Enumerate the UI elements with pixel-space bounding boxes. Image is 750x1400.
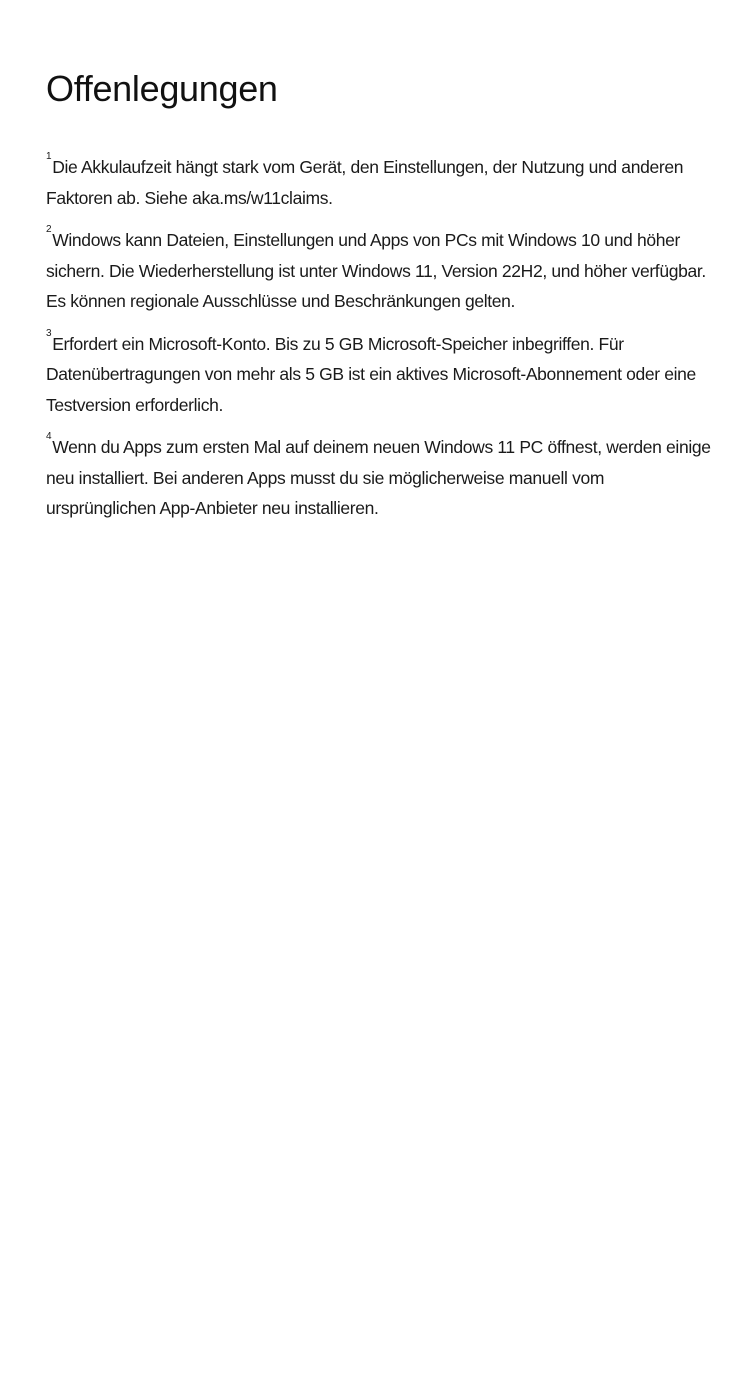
disclosure-item-1 — [46, 152, 712, 213]
disclosure-text: Windows kann Dateien, Einstellungen und Apps von PCs mit Windows 10 und höher sichern. Die Wiederherstellung ist unter Windows 11, Version 22H2, und höher verfügbar. Es können regionale Ausschlüsse und Beschränkungen gelten. — [46, 230, 706, 311]
footnote-mark: 1 — [46, 151, 52, 163]
disclosure-text: Erfordert ein Microsoft-Konto. Bis zu 5 GB Microsoft-Speicher inbegriffen. Für Datenübertragungen von mehr als 5 GB ist ein aktives Microsoft-Abonnement oder eine Testversion erforderlich. — [46, 333, 696, 415]
disclosure-item-4 — [46, 432, 712, 524]
disclosure-item-3 — [46, 329, 712, 421]
disclosure-text: Wenn du Apps zum ersten Mal auf deinem neuen Windows 11 PC öffnest, werden einige neu installiert. Bei anderen Apps musst du sie möglicherweise manuell vom ursprünglichen App-Anbieter neu installieren. — [46, 437, 711, 518]
disclosure-item-2 — [46, 225, 712, 317]
footnote-mark: 4 — [46, 431, 52, 443]
disclosure-text: Die Akkulaufzeit hängt stark vom Gerät, den Einstellungen, der Nutzung und anderen Faktoren ab. Siehe aka.ms/w11claims. — [46, 157, 684, 208]
page-title: Offenlegungen — [46, 68, 278, 109]
disclosure-list — [46, 152, 712, 524]
footnote-mark: 3 — [46, 327, 52, 339]
footnote-mark: 2 — [46, 224, 52, 236]
